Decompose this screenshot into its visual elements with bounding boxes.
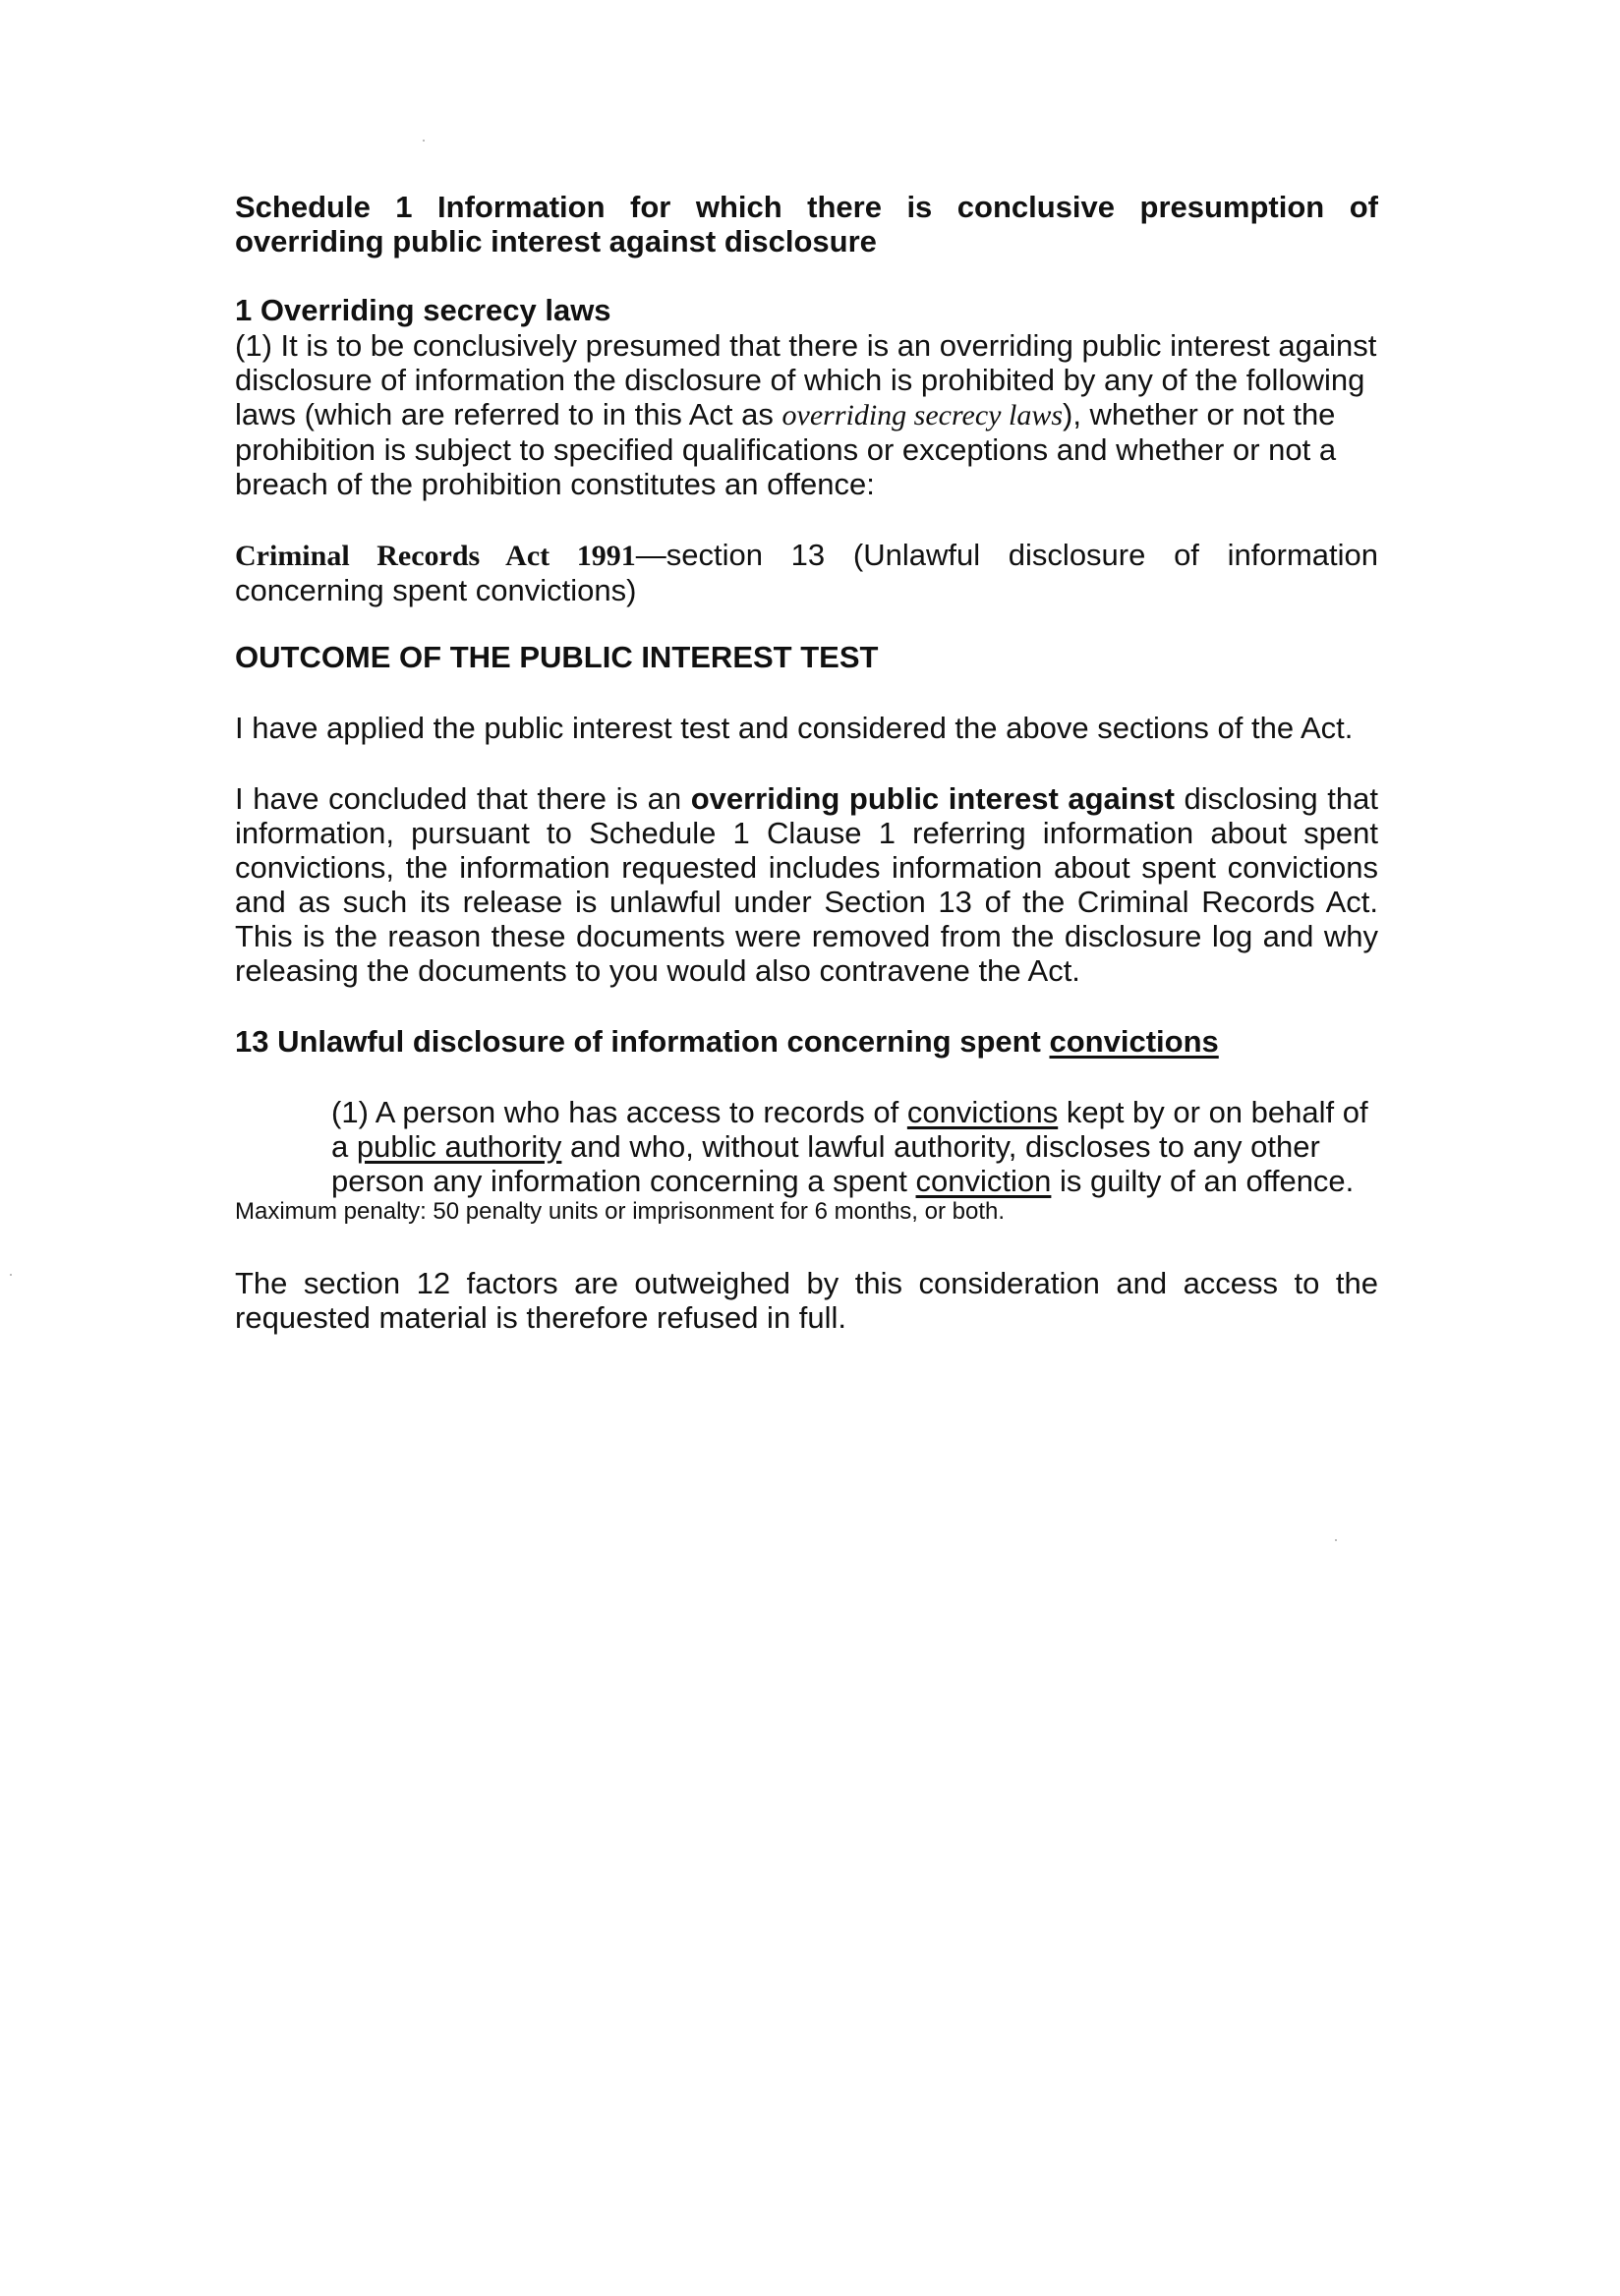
criminal-records-line: concerning spent convictions)	[235, 573, 637, 607]
public-authority-link[interactable]: public authority	[356, 1129, 562, 1164]
section1-line: disclosure of information the disclosure of which is prohibited by any of the following	[235, 363, 1365, 397]
criminal-records-reference	[235, 538, 1378, 607]
section13-heading-prefix: 13 Unlawful disclosure of information concerning spent	[235, 1024, 1050, 1059]
section1-line: breach of the prohibition constitutes an offence:	[235, 467, 875, 501]
section1-line: (1) It is to be conclusively presumed that there is an overriding public interest against	[235, 328, 1377, 363]
outcome-para2-line: This is the reason these documents were removed from the disclosure log and why	[235, 919, 1378, 953]
outcome-para1-text: I have applied the public interest test and considered the above sections of the Act.	[235, 711, 1354, 745]
section13-heading	[235, 1024, 1378, 1059]
outcome-para2-line: and as such its release is unlawful under Section 13 of the Criminal Records Act.	[235, 885, 1378, 919]
section13-text: a	[331, 1129, 357, 1164]
section1-text: laws (which are referred to in this Act as	[235, 397, 782, 431]
section13-text: (1) A person who has access to records of	[331, 1095, 907, 1129]
conclusion-line: requested material is therefore refused in full.	[235, 1300, 847, 1335]
schedule-heading	[235, 190, 1378, 258]
section13-body	[235, 1095, 1378, 1226]
conviction-link[interactable]: conviction	[915, 1164, 1052, 1198]
maximum-penalty-note: Maximum penalty: 50 penalty units or imprisonment for 6 months, or both.	[235, 1198, 1006, 1225]
outcome-para1	[235, 711, 1378, 745]
section13-line	[235, 1164, 1378, 1198]
outcome-para2-line: information, pursuant to Schedule 1 Clause 1 referring information about spent	[235, 816, 1378, 850]
section13-text: and who, without lawful authority, discloses to any other	[561, 1129, 1320, 1164]
outcome-para2	[235, 781, 1378, 988]
outcome-heading-text: OUTCOME OF THE PUBLIC INTEREST TEST	[235, 640, 879, 674]
schedule-heading-line: Schedule 1 Information for which there is conclusive presumption of	[235, 190, 1378, 224]
section13-text: kept by or on behalf of	[1058, 1095, 1368, 1129]
outcome-emphasis: overriding public interest against	[690, 781, 1175, 816]
convictions-link[interactable]: convictions	[906, 1095, 1059, 1129]
section13-heading-text	[235, 1024, 1378, 1059]
section1-line	[235, 397, 1378, 432]
section13-line	[235, 1129, 1378, 1164]
act-name: Criminal Records Act 1991	[235, 540, 636, 572]
defined-term: overriding secrecy laws	[781, 399, 1063, 431]
schedule-heading-line: overriding public interest against disclosure	[235, 224, 877, 258]
section1-text: ), whether or not the	[1063, 397, 1336, 431]
conclusion-line: The section 12 factors are outweighed by this consideration and access to the	[235, 1266, 1378, 1300]
convictions-link[interactable]: convictions	[1049, 1024, 1219, 1059]
section1-heading-text: 1 Overriding secrecy laws	[235, 293, 611, 327]
section1-body	[235, 328, 1378, 501]
section13-line	[235, 1095, 1378, 1129]
section13-text: person any information concerning a spent	[331, 1164, 916, 1198]
section1-heading	[235, 293, 1378, 327]
outcome-heading	[235, 640, 1378, 674]
outcome-text: disclosing that	[1174, 781, 1378, 816]
scan-speck	[423, 140, 425, 142]
section1-line: prohibition is subject to specified qualifications or exceptions and whether or not a	[235, 432, 1337, 467]
outcome-para2-line: releasing the documents to you would also contravene the Act.	[235, 953, 1080, 988]
outcome-text: I have concluded that there is an	[235, 781, 691, 816]
scan-speck	[10, 1274, 12, 1276]
act-section-text: —section 13 (Unlawful disclosure of information	[635, 538, 1378, 572]
outcome-para2-line	[235, 781, 1378, 816]
section13-text: is guilty of an offence.	[1051, 1164, 1355, 1198]
outcome-para2-line: convictions, the information requested includes information about spent convictions	[235, 850, 1378, 885]
scan-speck	[1335, 1539, 1337, 1541]
criminal-records-line	[235, 538, 1378, 573]
conclusion	[235, 1266, 1378, 1335]
